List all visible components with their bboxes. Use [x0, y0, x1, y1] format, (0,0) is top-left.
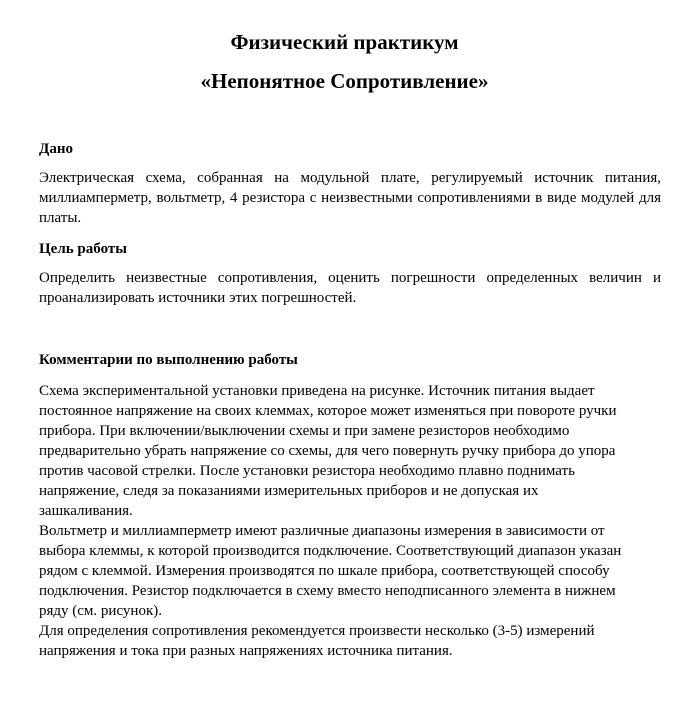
comments-line: против часовой стрелки. После установки резистора необходимо плавно поднимать	[39, 463, 575, 479]
document-subtitle: «Непонятное Сопротивление»	[200, 69, 489, 93]
given-text: Электрическая схема, собранная на модульной плате, регулируемый источник питания, миллиамперметр, вольтметр, 4 резистора с неизвестными сопротивлениями в виде модулей для платы.	[39, 170, 661, 226]
comments-text	[39, 381, 661, 661]
comments-line: напряжения и тока при разных напряжениях источника питания.	[39, 643, 453, 659]
comments-line: рядом с клеммой. Измерения производятся по шкале прибора, соответствующей способу	[39, 563, 610, 579]
goal-text: Определить неизвестные сопротивления, оценить погрешности определенных величин и проанализировать источники этих погрешностей.	[39, 270, 661, 306]
comments-line: ряду (см. рисунок).	[39, 603, 162, 619]
comments-line: Схема экспериментальной установки приведена на рисунке. Источник питания выдает	[39, 383, 595, 399]
comments-line: Вольтметр и миллиамперметр имеют различные диапазоны измерения в зависимости от	[39, 523, 605, 539]
comments-line: постоянное напряжение на своих клеммах, которое может изменяться при повороте ручки	[39, 403, 617, 419]
comments-heading: Комментарии по выполнению работы	[39, 352, 298, 368]
comments-line: напряжение, следя за показаниями измерительных приборов и не допуская их	[39, 483, 539, 499]
given-heading: Дано	[39, 141, 73, 157]
comments-line: выбора клеммы, к которой производится подключение. Соответствующий диапазон указан	[39, 543, 622, 559]
comments-line: Для определения сопротивления рекомендуется произвести несколько (3-5) измерений	[39, 623, 595, 639]
comments-line: предварительно убрать напряжение со схемы, для чего повернуть ручку прибора до упора	[39, 443, 616, 459]
comments-line: зашкаливания.	[39, 503, 133, 519]
comments-line: подключения. Резистор подключается в схему вместо неподписанного элемента в нижнем	[39, 583, 616, 599]
document-title: Физический практикум	[230, 30, 459, 54]
comments-line: прибора. При включении/выключении схемы и при замене резисторов необходимо	[39, 423, 570, 439]
goal-heading: Цель работы	[39, 241, 127, 257]
